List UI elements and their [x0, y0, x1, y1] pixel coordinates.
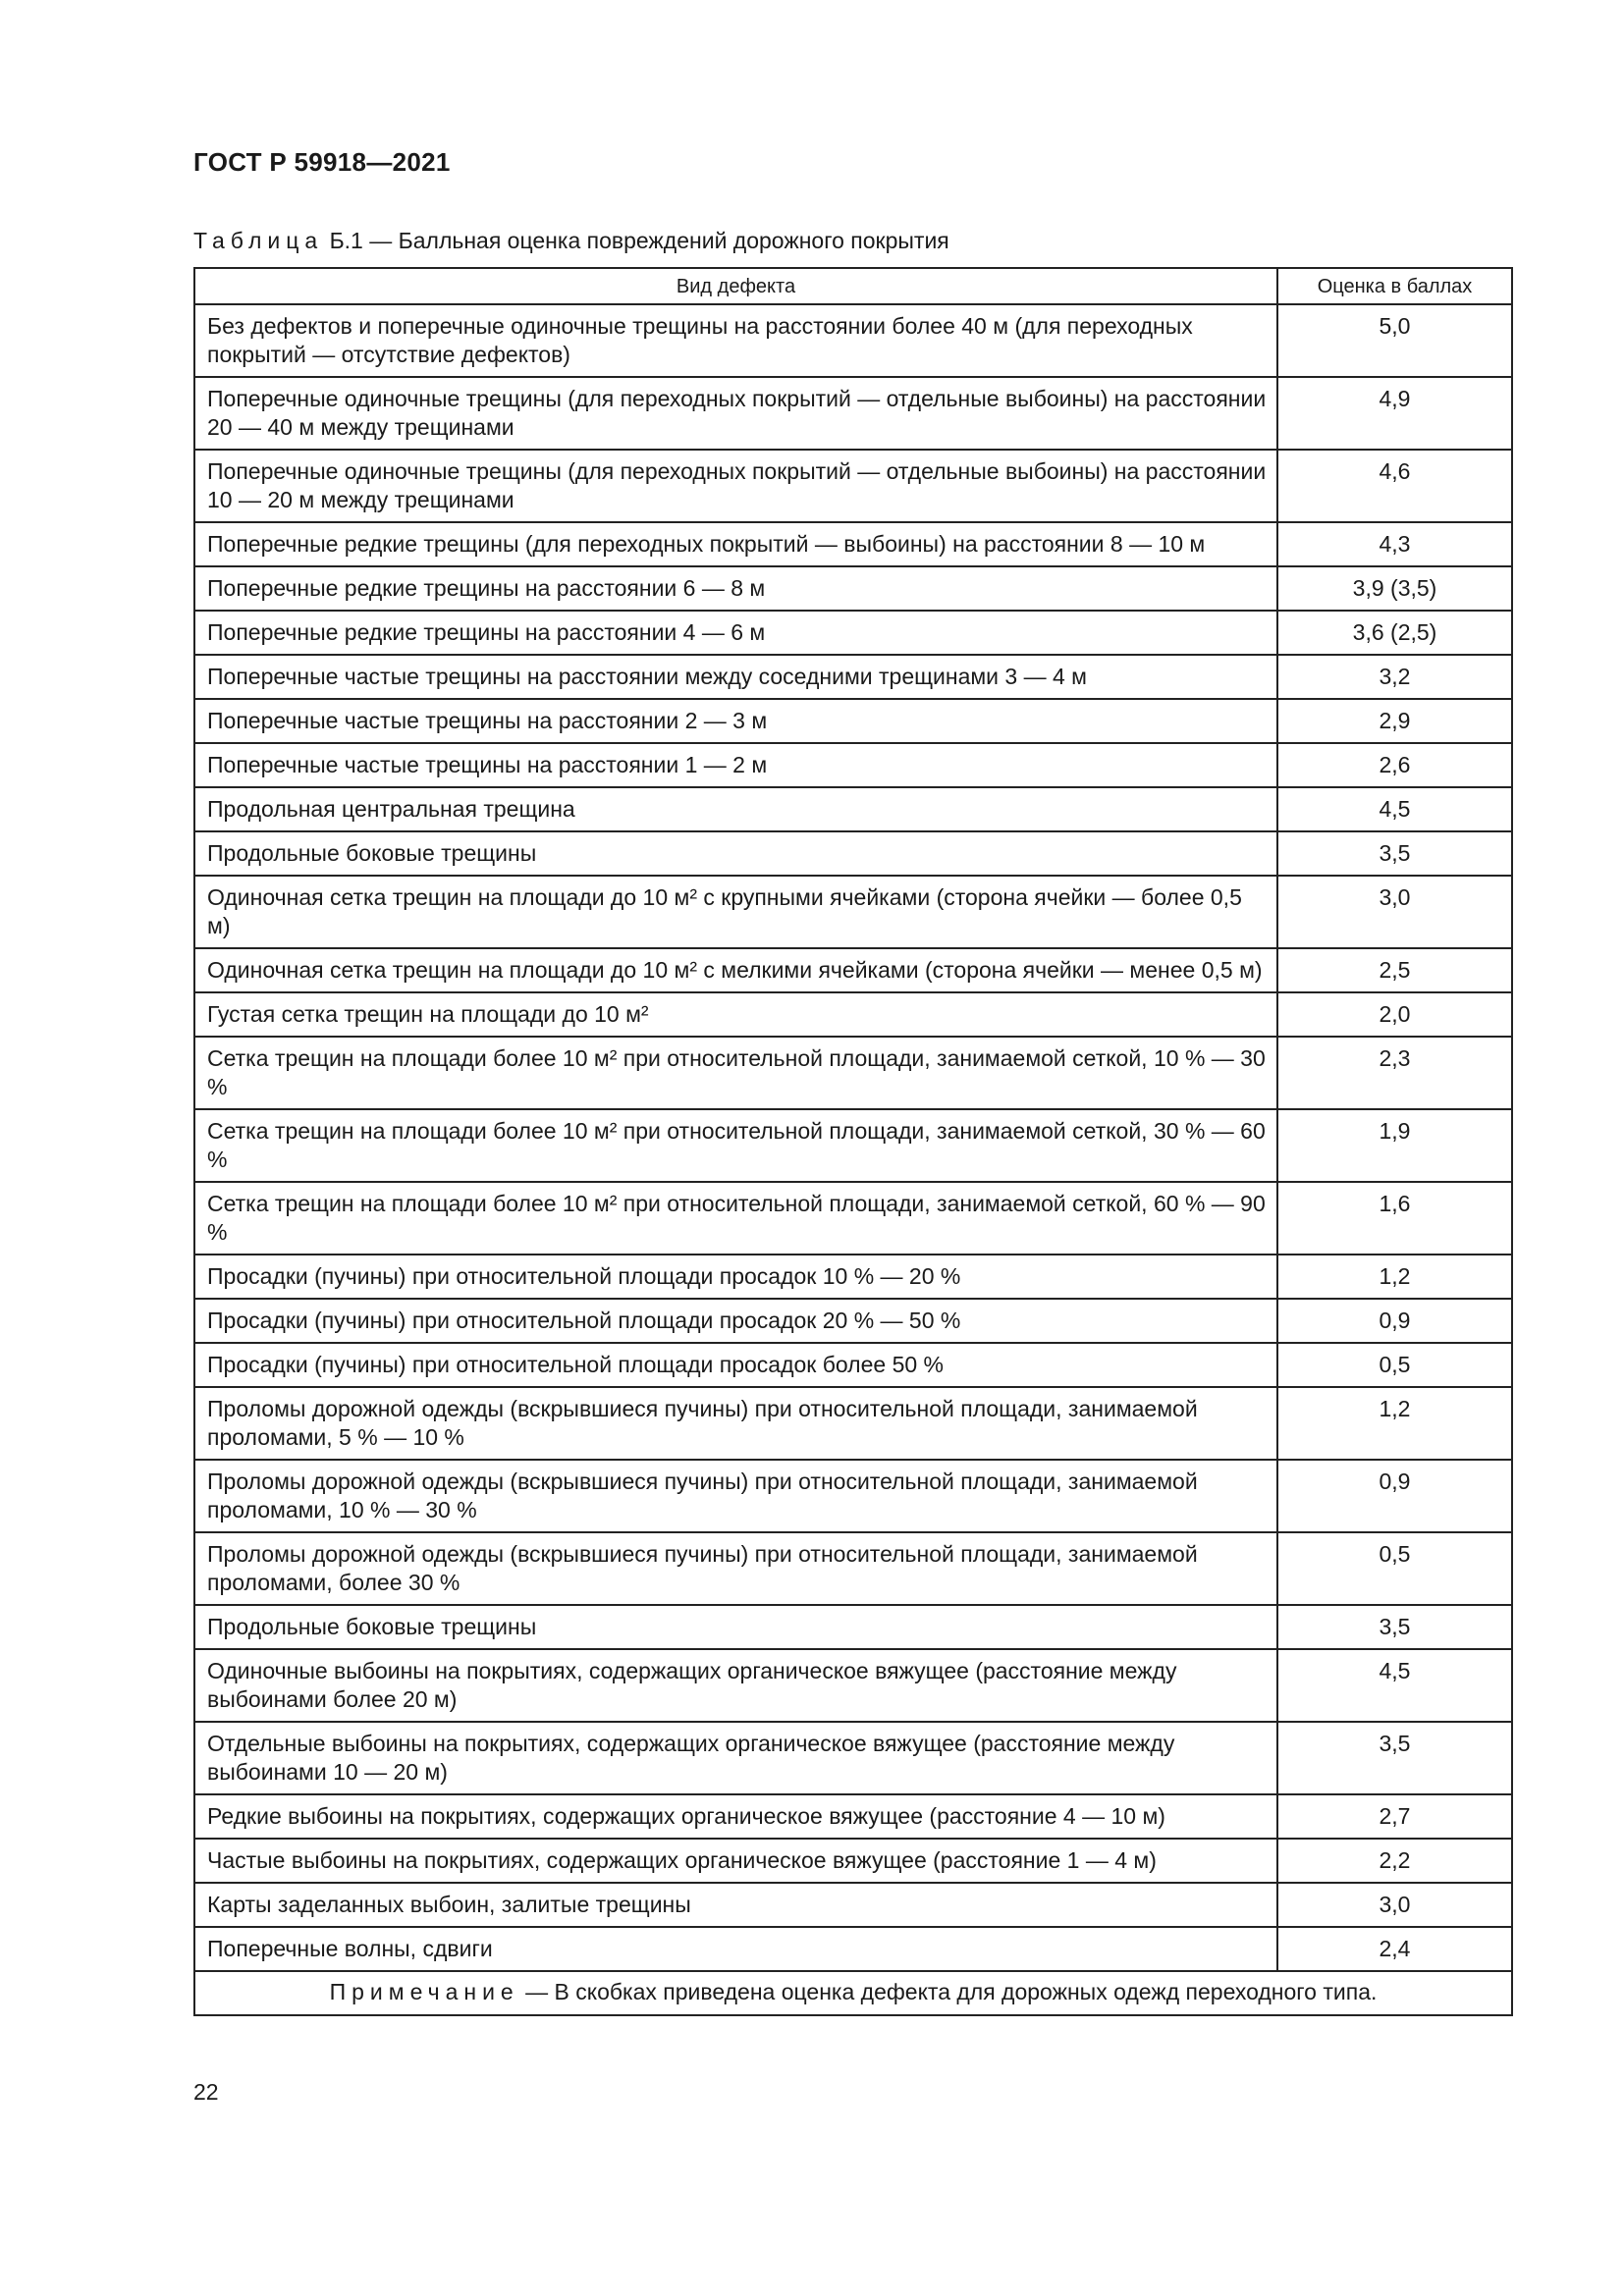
defect-description: Поперечные частые трещины на расстоянии 2 — 3 м [194, 699, 1277, 743]
defect-description: Поперечные одиночные трещины (для переходных покрытий — отдельные выбоины) на расстоянии 20 — 40 м между трещинами [194, 377, 1277, 450]
defect-score: 2,7 [1277, 1794, 1512, 1839]
table-row [194, 1722, 1512, 1794]
table-row [194, 1649, 1512, 1722]
defect-description: Проломы дорожной одежды (вскрывшиеся пучины) при относительной площади, занимаемой проломами, 5 % — 10 % [194, 1387, 1277, 1460]
defect-score: 3,0 [1277, 1883, 1512, 1927]
table-row [194, 304, 1512, 377]
defect-description: Отдельные выбоины на покрытиях, содержащих органическое вяжущее (расстояние между выбоинами 10 — 20 м) [194, 1722, 1277, 1794]
table-row [194, 522, 1512, 566]
defect-score: 1,2 [1277, 1255, 1512, 1299]
table-row [194, 1255, 1512, 1299]
defect-description: Одиночная сетка трещин на площади до 10 м² с крупными ячейками (сторона ячейки — более 0,5 м) [194, 876, 1277, 948]
table-row [194, 611, 1512, 655]
defect-score: 4,6 [1277, 450, 1512, 522]
table-row [194, 1109, 1512, 1182]
defect-score: 2,3 [1277, 1037, 1512, 1109]
table-row [194, 1343, 1512, 1387]
defect-score: 2,2 [1277, 1839, 1512, 1883]
defect-description: Одиночная сетка трещин на площади до 10 м² с мелкими ячейками (сторона ячейки — менее 0,5 м) [194, 948, 1277, 992]
table-caption-title: Б.1 — Балльная оценка повреждений дорожного покрытия [329, 228, 949, 253]
defect-description: Просадки (пучины) при относительной площади просадок 20 % — 50 % [194, 1299, 1277, 1343]
column-header-defect: Вид дефекта [194, 268, 1277, 304]
table-row [194, 1460, 1512, 1532]
defect-description: Проломы дорожной одежды (вскрывшиеся пучины) при относительной площади, занимаемой проломами, более 30 % [194, 1532, 1277, 1605]
table-row [194, 1927, 1512, 1971]
defect-score: 3,2 [1277, 655, 1512, 699]
table-row [194, 787, 1512, 831]
table-row [194, 655, 1512, 699]
table-row [194, 1182, 1512, 1255]
defect-score: 4,5 [1277, 787, 1512, 831]
table-row [194, 1299, 1512, 1343]
defect-score: 3,0 [1277, 876, 1512, 948]
defect-score: 2,9 [1277, 699, 1512, 743]
defect-description: Сетка трещин на площади более 10 м² при относительной площади, занимаемой сеткой, 60 % — 90 % [194, 1182, 1277, 1255]
table-row [194, 992, 1512, 1037]
defect-description: Поперечные редкие трещины (для переходных покрытий — выбоины) на расстоянии 8 — 10 м [194, 522, 1277, 566]
defect-score: 0,5 [1277, 1532, 1512, 1605]
defect-score: 0,9 [1277, 1460, 1512, 1532]
defect-description: Редкие выбоины на покрытиях, содержащих органическое вяжущее (расстояние 4 — 10 м) [194, 1794, 1277, 1839]
column-header-score: Оценка в баллах [1277, 268, 1512, 304]
defect-score: 0,5 [1277, 1343, 1512, 1387]
defect-score: 1,2 [1277, 1387, 1512, 1460]
defect-description: Поперечные редкие трещины на расстоянии 4 — 6 м [194, 611, 1277, 655]
table-row [194, 1532, 1512, 1605]
table-row [194, 377, 1512, 450]
table-row [194, 1387, 1512, 1460]
defect-description: Просадки (пучины) при относительной площади просадок более 50 % [194, 1343, 1277, 1387]
defect-score: 1,9 [1277, 1109, 1512, 1182]
table-row [194, 699, 1512, 743]
defect-score: 5,0 [1277, 304, 1512, 377]
defect-description: Продольная центральная трещина [194, 787, 1277, 831]
defect-score: 2,0 [1277, 992, 1512, 1037]
table-row [194, 1037, 1512, 1109]
defect-score: 2,5 [1277, 948, 1512, 992]
defect-description: Поперечные частые трещины на расстоянии между соседними трещинами 3 — 4 м [194, 655, 1277, 699]
table-row [194, 831, 1512, 876]
table-note [194, 1971, 1512, 2015]
note-text: — В скобках приведена оценка дефекта для дорожных одежд переходного типа. [525, 1979, 1378, 2004]
table-note-row [194, 1971, 1512, 2015]
defect-score: 4,9 [1277, 377, 1512, 450]
defects-table [193, 267, 1513, 2016]
table-row [194, 450, 1512, 522]
defect-description: Продольные боковые трещины [194, 831, 1277, 876]
table-row [194, 1794, 1512, 1839]
defect-description: Просадки (пучины) при относительной площади просадок 10 % — 20 % [194, 1255, 1277, 1299]
defect-score: 0,9 [1277, 1299, 1512, 1343]
defect-score: 3,9 (3,5) [1277, 566, 1512, 611]
table-row [194, 1883, 1512, 1927]
defect-description: Проломы дорожной одежды (вскрывшиеся пучины) при относительной площади, занимаемой проломами, 10 % — 30 % [194, 1460, 1277, 1532]
defect-score: 3,6 (2,5) [1277, 611, 1512, 655]
defect-description: Сетка трещин на площади более 10 м² при относительной площади, занимаемой сеткой, 10 % — 30 % [194, 1037, 1277, 1109]
defect-description: Поперечные редкие трещины на расстоянии 6 — 8 м [194, 566, 1277, 611]
defect-score: 3,5 [1277, 1722, 1512, 1794]
table-row [194, 876, 1512, 948]
table-row [194, 566, 1512, 611]
defect-score: 2,6 [1277, 743, 1512, 787]
note-label: Примечание [329, 1979, 519, 2004]
table-body [194, 304, 1512, 1971]
table-header-row [194, 268, 1512, 304]
defect-score: 1,6 [1277, 1182, 1512, 1255]
table-row [194, 743, 1512, 787]
defect-description: Продольные боковые трещины [194, 1605, 1277, 1649]
defect-score: 3,5 [1277, 1605, 1512, 1649]
page-number: 22 [193, 2079, 219, 2105]
defect-description: Густая сетка трещин на площади до 10 м² [194, 992, 1277, 1037]
defect-score: 3,5 [1277, 831, 1512, 876]
defect-description: Без дефектов и поперечные одиночные трещины на расстоянии более 40 м (для переходных покрытий — отсутствие дефектов) [194, 304, 1277, 377]
table-row [194, 1605, 1512, 1649]
document-header: ГОСТ Р 59918—2021 [193, 147, 451, 177]
defect-description: Поперечные волны, сдвиги [194, 1927, 1277, 1971]
defect-description: Одиночные выбоины на покрытиях, содержащих органическое вяжущее (расстояние между выбоинами более 20 м) [194, 1649, 1277, 1722]
table-row [194, 1839, 1512, 1883]
table-row [194, 948, 1512, 992]
defect-score: 2,4 [1277, 1927, 1512, 1971]
defect-description: Поперечные частые трещины на расстоянии 1 — 2 м [194, 743, 1277, 787]
defect-description: Карты заделанных выбоин, залитые трещины [194, 1883, 1277, 1927]
defect-description: Сетка трещин на площади более 10 м² при относительной площади, занимаемой сеткой, 30 % — 60 % [194, 1109, 1277, 1182]
defect-description: Поперечные одиночные трещины (для переходных покрытий — отдельные выбоины) на расстоянии 10 — 20 м между трещинами [194, 450, 1277, 522]
table-caption [193, 228, 949, 254]
defect-description: Частые выбоины на покрытиях, содержащих органическое вяжущее (расстояние 1 — 4 м) [194, 1839, 1277, 1883]
table-caption-label: Таблица [193, 228, 324, 253]
defect-score: 4,5 [1277, 1649, 1512, 1722]
defect-score: 4,3 [1277, 522, 1512, 566]
